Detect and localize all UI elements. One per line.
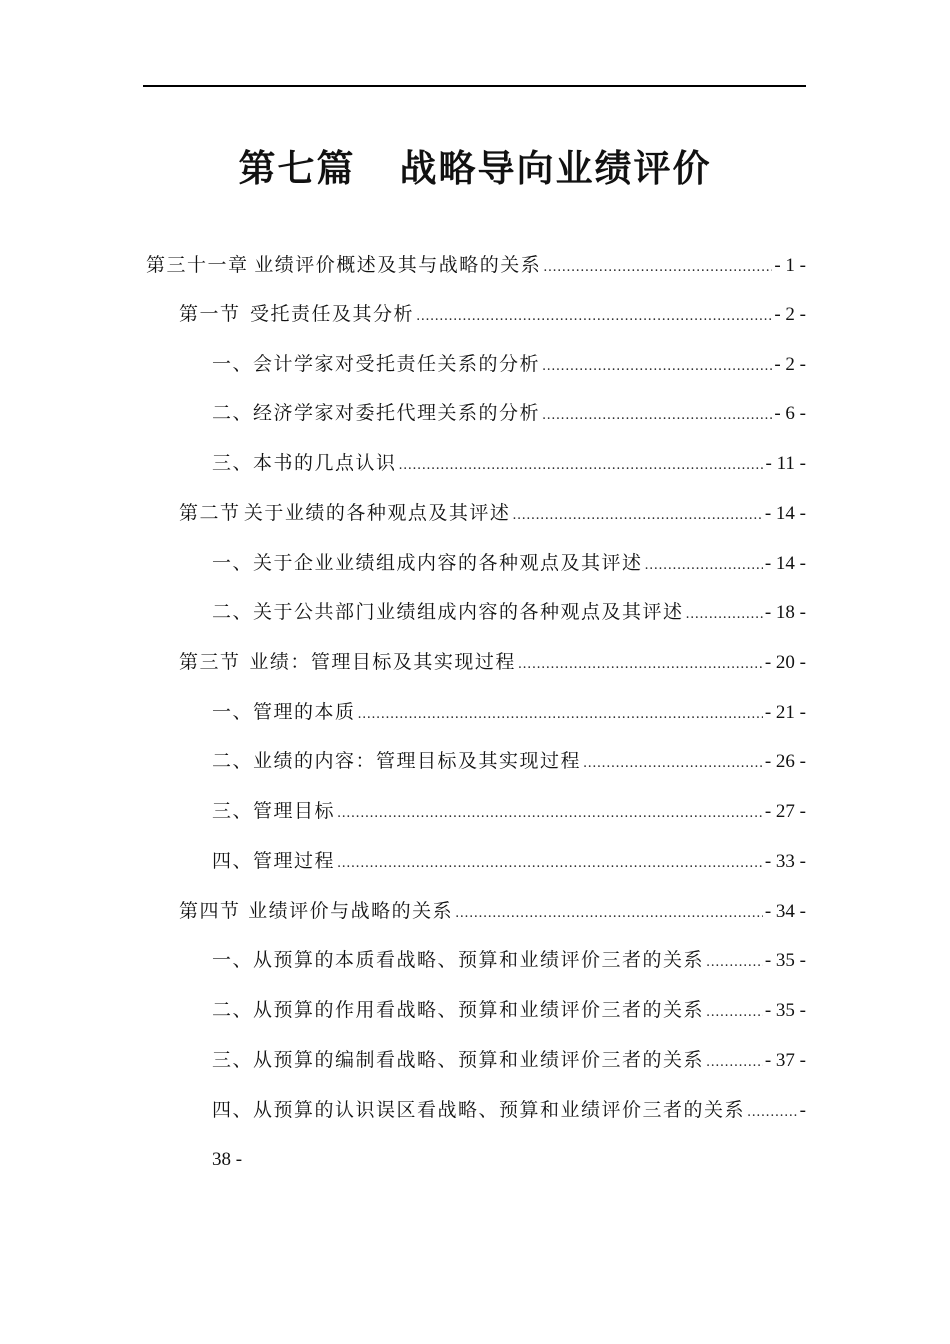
- title-name: 战略导向业绩评价: [399, 146, 712, 190]
- toc-entry-title: 业绩评价概述及其与战略的关系: [254, 254, 542, 276]
- toc-entry-page: - 35 -: [764, 950, 806, 971]
- toc-entry-subsection[interactable]: [212, 846, 806, 876]
- toc-entry-subsection[interactable]: [212, 1095, 806, 1125]
- toc-entry-page: - 20 -: [764, 652, 806, 673]
- toc-entry-title: 从预算的编制看战略、预算和业绩评价三者的关系: [253, 1049, 705, 1071]
- toc-entry-page: - 1 -: [774, 255, 806, 276]
- toc-entry-subsection[interactable]: [212, 945, 806, 975]
- toc-entry-label: 三、: [212, 800, 254, 822]
- toc-entry-title: 管理目标: [253, 800, 336, 822]
- toc-entry-subsection[interactable]: [212, 548, 806, 578]
- toc-leader-dots: [706, 948, 763, 978]
- toc-entry-page: - 35 -: [764, 1000, 806, 1021]
- toc-entry-subsection[interactable]: [212, 796, 806, 826]
- toc-entry-subsection[interactable]: [212, 398, 806, 428]
- toc-leader-dots: [542, 401, 772, 431]
- toc-entry-label: 第四节: [179, 900, 241, 922]
- toc-leader-dots: [512, 501, 762, 531]
- toc-entry-page: - 6 -: [774, 403, 806, 424]
- toc-entry-label: 二、: [212, 999, 254, 1021]
- toc-entry-label: 第三节: [179, 651, 241, 673]
- toc-entry-label: 四、: [212, 1099, 254, 1121]
- toc-entry-title: 本书的几点认识: [253, 452, 397, 474]
- toc-entry-label: 二、: [212, 601, 254, 623]
- toc-entry-subsection[interactable]: [212, 746, 806, 776]
- toc-leader-dots: [337, 849, 763, 879]
- toc-entry-title: 从预算的本质看战略、预算和业绩评价三者的关系: [253, 949, 705, 971]
- toc-entry-label: 三、: [212, 452, 254, 474]
- toc-leader-dots: [337, 799, 763, 829]
- toc-entry-label: 一、: [212, 552, 254, 574]
- toc-entry-label: 四、: [212, 850, 254, 872]
- toc-entry-title: 业绩：管理目标及其实现过程: [249, 651, 516, 673]
- toc-entry-chapter[interactable]: [146, 250, 806, 280]
- toc-entry-title: 业绩的内容：管理目标及其实现过程: [253, 750, 582, 772]
- toc-entry-subsection[interactable]: [212, 995, 806, 1025]
- toc-entry-page: - 14 -: [764, 553, 806, 574]
- toc-entry-subsection[interactable]: [212, 448, 806, 478]
- toc-entry-page: - 33 -: [764, 851, 806, 872]
- toc-leader-dots: [645, 551, 763, 581]
- toc-entry-page: - 14 -: [764, 503, 806, 524]
- toc-entry-label: 第一节: [179, 303, 241, 325]
- toc-leader-dots: [455, 899, 763, 929]
- toc-entry-section[interactable]: [179, 896, 806, 926]
- toc-leader-dots: [399, 451, 764, 481]
- toc-leader-dots: [706, 998, 763, 1028]
- toc-entry-page: - 27 -: [764, 801, 806, 822]
- toc-entry-subsection[interactable]: [212, 597, 806, 627]
- toc-leader-dots: [542, 352, 772, 382]
- toc-entry-subsection[interactable]: [212, 697, 806, 727]
- header-rule: [143, 85, 806, 87]
- toc-leader-dots: [358, 700, 763, 730]
- toc-entry-label: 二、: [212, 402, 254, 424]
- toc-entry-label: 二、: [212, 750, 254, 772]
- toc-entry-title: 会计学家对受托责任关系的分析: [253, 353, 541, 375]
- toc-entry-subsection[interactable]: [212, 349, 806, 379]
- toc-entry-title: 从预算的认识误区看战略、预算和业绩评价三者的关系: [253, 1099, 746, 1121]
- toc-entry-title: 业绩评价与战略的关系: [248, 900, 454, 922]
- toc-entry-label: 第二节: [179, 502, 241, 524]
- toc-entry-section[interactable]: [179, 299, 806, 329]
- toc-entry-title: 关于业绩的各种观点及其评述: [243, 502, 511, 524]
- toc-entry-page: - 11 -: [765, 453, 806, 474]
- toc-entry-page: - 18 -: [764, 602, 806, 623]
- toc-entry-subsection[interactable]: [212, 1045, 806, 1075]
- toc-leader-dots: [583, 749, 763, 779]
- toc-entry-page: - 37 -: [764, 1050, 806, 1071]
- title-part: 第七篇: [238, 146, 356, 190]
- toc-entry-page: - 21 -: [764, 702, 806, 723]
- toc-leader-dots: [686, 600, 763, 630]
- toc-leader-dots: [747, 1098, 798, 1128]
- toc-entry-title: 管理过程: [253, 850, 336, 872]
- toc-entry-page: - 34 -: [764, 901, 806, 922]
- toc-entry-page: - 26 -: [764, 751, 806, 772]
- toc-entry-title: 经济学家对委托代理关系的分析: [253, 402, 541, 424]
- toc-entry-title: 从预算的作用看战略、预算和业绩评价三者的关系: [253, 999, 705, 1021]
- toc-leader-dots: [706, 1048, 763, 1078]
- toc-entry-title: 关于企业业绩组成内容的各种观点及其评述: [253, 552, 643, 574]
- toc-entry-page: -: [799, 1100, 806, 1121]
- toc-entry-label: 一、: [212, 353, 254, 375]
- toc-leader-dots: [416, 302, 772, 332]
- toc-entry-page: - 2 -: [774, 304, 806, 325]
- page-title: [0, 140, 950, 196]
- toc-entry-title: 管理的本质: [253, 701, 356, 723]
- toc-leader-dots: [518, 650, 763, 680]
- toc-entry-label: 三、: [212, 1049, 254, 1071]
- toc-entry-label: 一、: [212, 949, 254, 971]
- toc-entry-section[interactable]: [179, 647, 806, 677]
- toc-entry-title: 受托责任及其分析: [250, 303, 415, 325]
- toc-entry-label: 一、: [212, 701, 254, 723]
- toc-entry-page: - 2 -: [774, 354, 806, 375]
- toc-entry-label: 第三十一章: [146, 254, 249, 276]
- toc-entry-page-continued: 38 -: [212, 1149, 243, 1170]
- toc-leader-dots: [543, 253, 772, 283]
- toc-entry-title: 关于公共部门业绩组成内容的各种观点及其评述: [253, 601, 684, 623]
- toc-entry-section[interactable]: [179, 498, 806, 528]
